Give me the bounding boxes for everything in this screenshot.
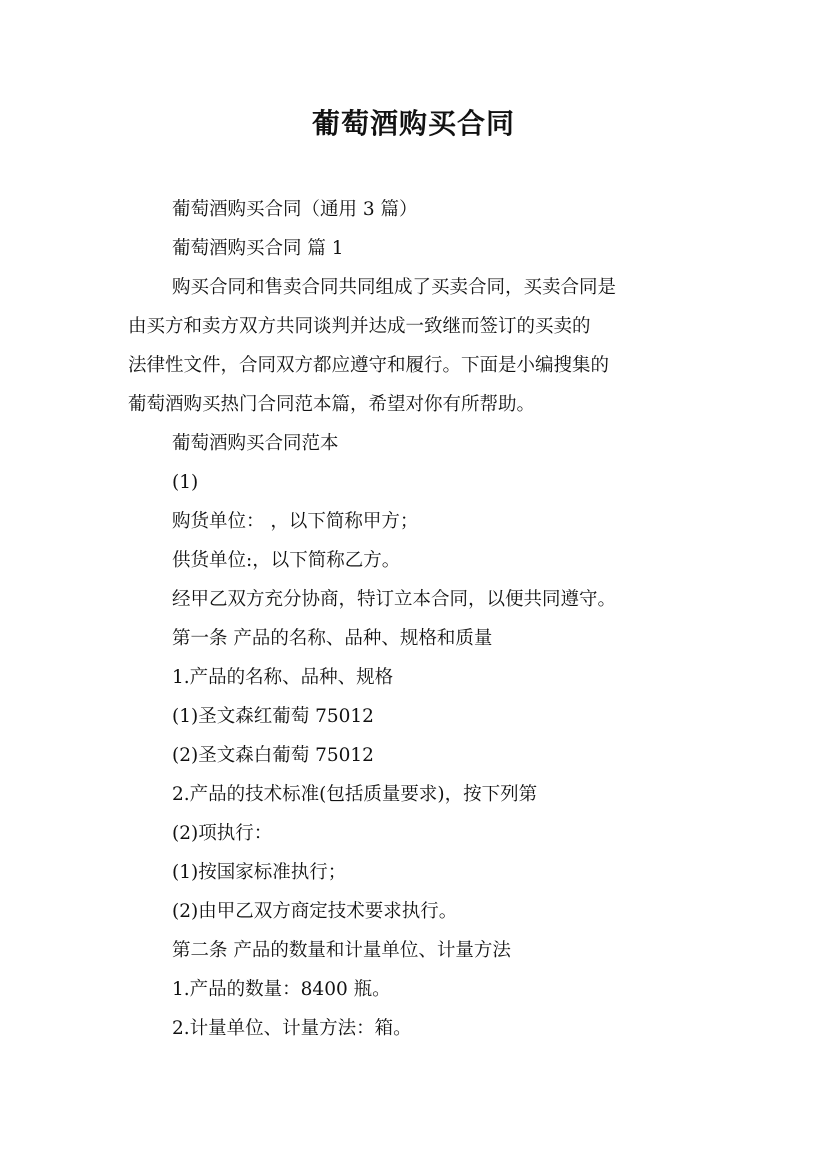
article-1-product-2: (2)圣文森白葡萄 75012 <box>172 745 374 766</box>
intro-line-1: 购买合同和售卖合同共同组成了买卖合同，买卖合同是 <box>172 277 617 298</box>
article-1-item-2-continued: (2)项执行： <box>172 823 273 844</box>
article-1-heading: 第一条 产品的名称、品种、规格和质量 <box>172 628 493 649</box>
article-2-unit: 2.计量单位、计量方法：箱。 <box>172 1018 412 1039</box>
agreement-line: 经甲乙双方充分协商，特订立本合同，以便共同遵守。 <box>172 589 617 610</box>
sample-heading: 葡萄酒购买合同范本 <box>172 433 339 454</box>
buyer-line: 购货单位： ，以下简称甲方； <box>172 511 419 532</box>
article-2-heading: 第二条 产品的数量和计量单位、计量方法 <box>172 940 511 961</box>
document-subtitle: 葡萄酒购买合同（通用 3 篇） <box>172 199 418 220</box>
article-1-product-1: (1)圣文森红葡萄 75012 <box>172 706 374 727</box>
article-2-quantity: 1.产品的数量：8400 瓶。 <box>172 979 391 1000</box>
article-1-standard-2: (2)由甲乙双方商定技术要求执行。 <box>172 901 458 922</box>
article-1-item-2: 2.产品的技术标准(包括质量要求)，按下列第 <box>172 784 538 805</box>
article-1-standard-1: (1)按国家标准执行； <box>172 862 347 883</box>
intro-line-4: 葡萄酒购买热门合同范本篇，希望对你有所帮助。 <box>128 394 536 415</box>
section-heading: 葡萄酒购买合同 篇 1 <box>172 238 344 259</box>
intro-line-3: 法律性文件，合同双方都应遵守和履行。下面是小编搜集的 <box>128 355 610 376</box>
document-title: 葡萄酒购买合同 <box>311 107 515 140</box>
article-1-item-1: 1.产品的名称、品种、规格 <box>172 667 394 688</box>
intro-line-2: 由买方和卖方双方共同谈判并达成一致继而签订的买卖的 <box>128 316 591 337</box>
document-body <box>128 190 708 1048</box>
supplier-line: 供货单位:，以下简称乙方。 <box>172 550 401 571</box>
number-marker: (1) <box>172 472 199 493</box>
